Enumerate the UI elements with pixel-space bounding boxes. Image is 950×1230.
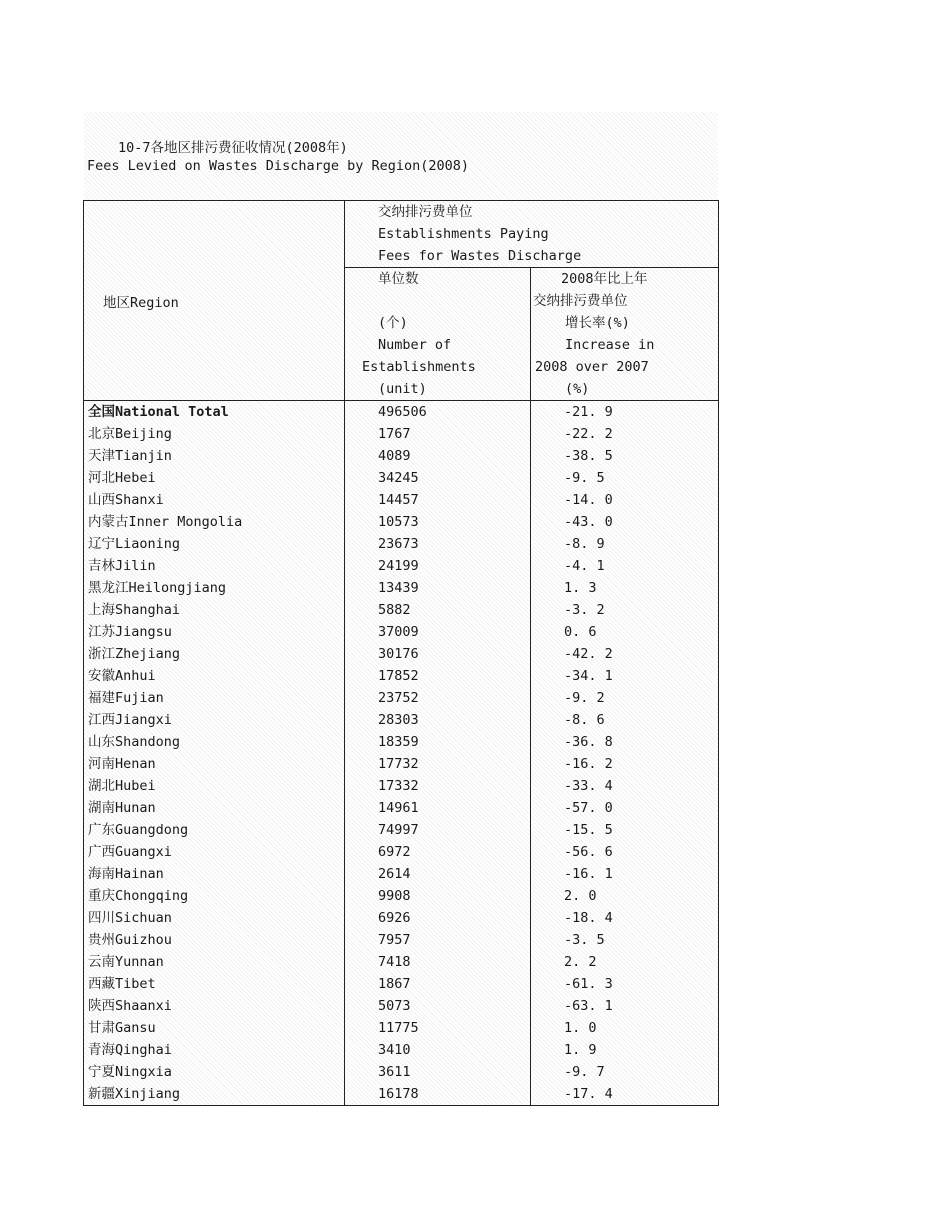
count-column-header	[345, 268, 531, 401]
group-header-line: 交纳排污费单位	[378, 204, 473, 220]
increase-cell: -42. 2	[531, 643, 719, 665]
count-cell: 6926	[345, 907, 531, 929]
count-cell: 3611	[345, 1061, 531, 1083]
region-cell: 福建Fujian	[84, 687, 345, 709]
table-row	[84, 555, 719, 577]
increase-header-line: 交纳排污费单位	[533, 293, 628, 309]
region-cell: 吉林Jilin	[84, 555, 345, 577]
count-cell: 17332	[345, 775, 531, 797]
region-cell: 甘肃Gansu	[84, 1017, 345, 1039]
count-cell: 24199	[345, 555, 531, 577]
region-cell: 云南Yunnan	[84, 951, 345, 973]
region-cell: 广东Guangdong	[84, 819, 345, 841]
count-header-line: Establishments	[362, 359, 476, 375]
count-cell: 28303	[345, 709, 531, 731]
increase-cell: -63. 1	[531, 995, 719, 1017]
count-cell: 11775	[345, 1017, 531, 1039]
increase-header-line: (%)	[565, 381, 590, 397]
establishments-group-header	[345, 201, 719, 268]
region-cell: 海南Hainan	[84, 863, 345, 885]
increase-cell: -56. 6	[531, 841, 719, 863]
increase-cell: -22. 2	[531, 423, 719, 445]
discharge-fee-table	[83, 200, 719, 1106]
increase-cell: -4. 1	[531, 555, 719, 577]
count-cell: 74997	[345, 819, 531, 841]
region-cell: 重庆Chongqing	[84, 885, 345, 907]
count-cell: 1867	[345, 973, 531, 995]
increase-cell: -61. 3	[531, 973, 719, 995]
table-title-en: Fees Levied on Wastes Discharge by Region(2008)	[87, 158, 470, 174]
table-row	[84, 885, 719, 907]
region-cell: 贵州Guizhou	[84, 929, 345, 951]
region-cell: 湖北Hubei	[84, 775, 345, 797]
table-row	[84, 929, 719, 951]
table-row	[84, 797, 719, 819]
count-cell: 7957	[345, 929, 531, 951]
increase-cell: -9. 5	[531, 467, 719, 489]
region-cell: 浙江Zhejiang	[84, 643, 345, 665]
count-cell: 3410	[345, 1039, 531, 1061]
count-cell: 34245	[345, 467, 531, 489]
count-cell: 5882	[345, 599, 531, 621]
region-cell: 宁夏Ningxia	[84, 1061, 345, 1083]
region-cell: 山西Shanxi	[84, 489, 345, 511]
increase-cell: -9. 2	[531, 687, 719, 709]
table-row	[84, 863, 719, 885]
increase-cell: -34. 1	[531, 665, 719, 687]
count-cell: 2614	[345, 863, 531, 885]
increase-cell: -3. 2	[531, 599, 719, 621]
region-cell: 上海Shanghai	[84, 599, 345, 621]
region-cell: 辽宁Liaoning	[84, 533, 345, 555]
increase-cell: -21. 9	[531, 401, 719, 424]
increase-cell: -3. 5	[531, 929, 719, 951]
region-cell: 新疆Xinjiang	[84, 1083, 345, 1106]
region-cell: 广西Guangxi	[84, 841, 345, 863]
table-row	[84, 423, 719, 445]
region-cell: 山东Shandong	[84, 731, 345, 753]
table-row	[84, 577, 719, 599]
region-cell: 天津Tianjin	[84, 445, 345, 467]
table-row	[84, 753, 719, 775]
table-row	[84, 687, 719, 709]
increase-cell: -57. 0	[531, 797, 719, 819]
region-cell: 北京Beijing	[84, 423, 345, 445]
increase-cell: -33. 4	[531, 775, 719, 797]
table-row	[84, 533, 719, 555]
group-header-line: Fees for Wastes Discharge	[378, 248, 582, 264]
region-cell: 西藏Tibet	[84, 973, 345, 995]
table-row	[84, 731, 719, 753]
count-cell: 13439	[345, 577, 531, 599]
increase-cell: -18. 4	[531, 907, 719, 929]
count-header-line	[345, 290, 530, 312]
count-cell: 14961	[345, 797, 531, 819]
increase-cell: -15. 5	[531, 819, 719, 841]
region-cell: 陕西Shaanxi	[84, 995, 345, 1017]
table-row-total	[84, 401, 719, 424]
increase-cell: -8. 6	[531, 709, 719, 731]
increase-header-line: Increase in	[565, 337, 655, 353]
table-row	[84, 489, 719, 511]
region-cell: 河南Henan	[84, 753, 345, 775]
region-cell: 四川Sichuan	[84, 907, 345, 929]
count-cell: 16178	[345, 1083, 531, 1106]
region-cell: 黑龙江Heilongjiang	[84, 577, 345, 599]
count-cell: 23673	[345, 533, 531, 555]
count-cell: 1767	[345, 423, 531, 445]
count-cell: 23752	[345, 687, 531, 709]
count-cell: 496506	[345, 401, 531, 424]
region-cell: 江西Jiangxi	[84, 709, 345, 731]
increase-cell: -8. 9	[531, 533, 719, 555]
table-row	[84, 973, 719, 995]
count-cell: 17852	[345, 665, 531, 687]
table-row	[84, 819, 719, 841]
region-cell: 河北Hebei	[84, 467, 345, 489]
count-cell: 4089	[345, 445, 531, 467]
count-cell: 6972	[345, 841, 531, 863]
region-cell: 安徽Anhui	[84, 665, 345, 687]
table-row	[84, 841, 719, 863]
region-column-header: 地区Region	[84, 201, 345, 401]
increase-header-line: 2008年比上年	[561, 271, 648, 287]
count-cell: 9908	[345, 885, 531, 907]
increase-cell: 1. 9	[531, 1039, 719, 1061]
count-cell: 10573	[345, 511, 531, 533]
increase-cell: -9. 7	[531, 1061, 719, 1083]
count-header-line: 单位数	[378, 271, 419, 287]
table-row	[84, 1017, 719, 1039]
table-row	[84, 1039, 719, 1061]
table-row	[84, 445, 719, 467]
increase-cell: -38. 5	[531, 445, 719, 467]
table-title-cn: 10-7各地区排污费征收情况(2008年)	[118, 140, 348, 156]
region-cell: 全国National Total	[84, 401, 345, 424]
table-row	[84, 1083, 719, 1106]
increase-header-line: 增长率(%)	[565, 315, 630, 331]
increase-column-header	[531, 268, 719, 401]
count-header-line: Number of	[378, 337, 452, 353]
increase-cell: 1. 3	[531, 577, 719, 599]
table-body	[84, 401, 719, 1106]
table-row	[84, 709, 719, 731]
table-row	[84, 467, 719, 489]
region-cell: 青海Qinghai	[84, 1039, 345, 1061]
increase-cell: -36. 8	[531, 731, 719, 753]
count-cell: 7418	[345, 951, 531, 973]
table-row	[84, 951, 719, 973]
table-row	[84, 775, 719, 797]
increase-cell: -14. 0	[531, 489, 719, 511]
increase-cell: 0. 6	[531, 621, 719, 643]
region-cell: 湖南Hunan	[84, 797, 345, 819]
count-cell: 30176	[345, 643, 531, 665]
increase-header-line: 2008 over 2007	[535, 359, 649, 375]
increase-cell: -17. 4	[531, 1083, 719, 1106]
table-row	[84, 643, 719, 665]
count-header-line: (个)	[378, 315, 408, 331]
group-header-line: Establishments Paying	[378, 226, 549, 242]
table-row	[84, 665, 719, 687]
table-row	[84, 621, 719, 643]
increase-cell: -16. 1	[531, 863, 719, 885]
increase-cell: 1. 0	[531, 1017, 719, 1039]
region-cell: 内蒙古Inner Mongolia	[84, 511, 345, 533]
table-row	[84, 1061, 719, 1083]
region-cell: 江苏Jiangsu	[84, 621, 345, 643]
increase-cell: 2. 2	[531, 951, 719, 973]
count-header-line: (unit)	[378, 381, 427, 397]
increase-cell: -16. 2	[531, 753, 719, 775]
increase-cell: -43. 0	[531, 511, 719, 533]
count-cell: 18359	[345, 731, 531, 753]
count-cell: 5073	[345, 995, 531, 1017]
increase-cell: 2. 0	[531, 885, 719, 907]
table-row	[84, 511, 719, 533]
table-row	[84, 907, 719, 929]
count-cell: 17732	[345, 753, 531, 775]
count-cell: 37009	[345, 621, 531, 643]
table-row	[84, 995, 719, 1017]
table-row	[84, 599, 719, 621]
count-cell: 14457	[345, 489, 531, 511]
